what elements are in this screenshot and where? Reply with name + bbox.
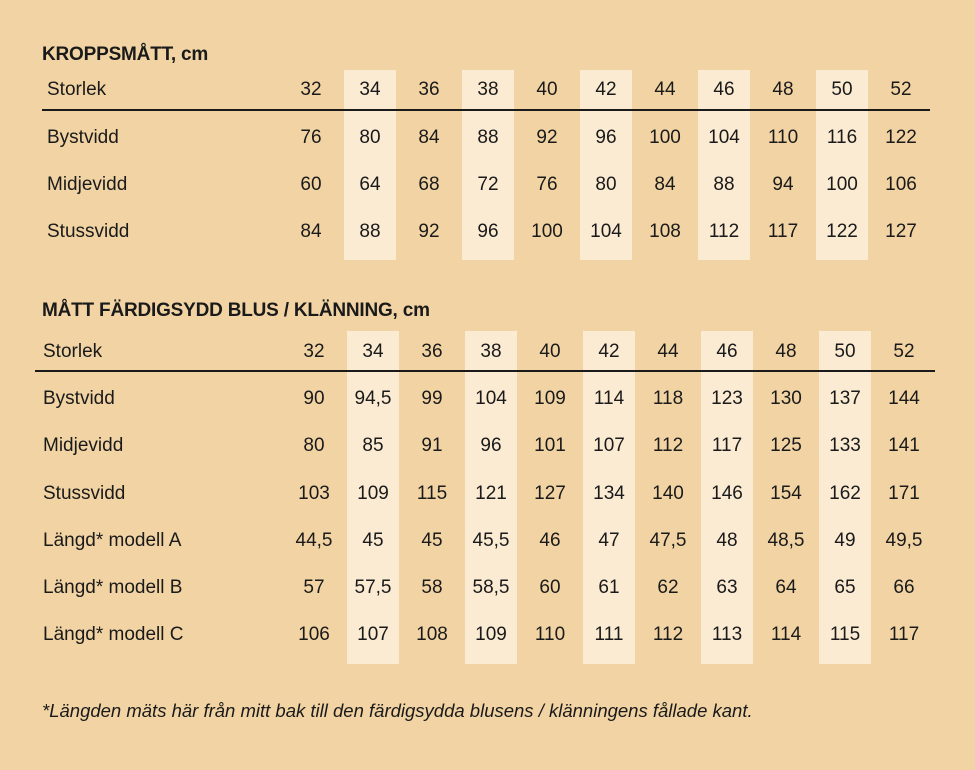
measurement-value: 109: [534, 388, 566, 409]
measurement-value: 101: [534, 435, 566, 456]
measurement-value: 146: [711, 483, 743, 504]
measurement-value: 92: [536, 127, 558, 148]
measurement-value: 154: [770, 483, 802, 504]
size-header: 48: [772, 79, 794, 100]
size-header: 50: [834, 341, 856, 362]
measurement-value: 91: [421, 435, 443, 456]
header-label: Storlek: [43, 341, 103, 362]
measurement-value: 99: [421, 388, 443, 409]
measurement-value: 48: [716, 530, 738, 551]
measurement-value: 60: [539, 577, 561, 598]
size-header: 36: [421, 341, 443, 362]
measurement-value: 44,5: [295, 530, 333, 551]
table-row: [0, 568, 975, 608]
measurement-value: 66: [893, 577, 915, 598]
measurement-value: 96: [595, 127, 617, 148]
measurement-value: 115: [829, 624, 861, 645]
size-header: 38: [477, 79, 499, 100]
measurement-value: 127: [885, 221, 917, 242]
measurement-value: 80: [359, 127, 381, 148]
table-row: [0, 118, 975, 158]
table-row: [0, 165, 975, 205]
measurement-value: 45: [362, 530, 384, 551]
measurement-value: 94,5: [354, 388, 392, 409]
measurement-value: 122: [826, 221, 858, 242]
measurement-value: 96: [477, 221, 499, 242]
size-header: 38: [480, 341, 502, 362]
measurement-value: 80: [303, 435, 325, 456]
header-label: Storlek: [47, 79, 107, 100]
row-label: Längd* modell C: [43, 624, 184, 645]
size-header: 52: [893, 341, 915, 362]
measurement-value: 110: [534, 624, 566, 645]
measurement-value: 123: [711, 388, 743, 409]
table-row: [0, 212, 975, 252]
measurement-value: 49,5: [885, 530, 923, 551]
measurement-value: 47,5: [649, 530, 687, 551]
table-row: [0, 426, 975, 466]
measurement-value: 76: [300, 127, 322, 148]
measurement-value: 115: [416, 483, 448, 504]
header-divider: [35, 370, 935, 372]
measurement-value: 137: [829, 388, 861, 409]
measurement-value: 108: [416, 624, 448, 645]
size-header: 34: [362, 341, 384, 362]
measurement-value: 108: [649, 221, 681, 242]
size-header: 50: [831, 79, 853, 100]
measurement-value: 141: [888, 435, 920, 456]
size-header: 36: [418, 79, 440, 100]
measurement-value: 58,5: [472, 577, 510, 598]
measurement-value: 133: [829, 435, 861, 456]
measurement-value: 107: [357, 624, 389, 645]
measurement-value: 103: [298, 483, 330, 504]
measurement-value: 85: [362, 435, 384, 456]
measurement-value: 76: [536, 174, 558, 195]
measurement-value: 48,5: [767, 530, 805, 551]
table-row: [0, 379, 975, 419]
measurement-value: 46: [539, 530, 561, 551]
measurement-value: 162: [829, 483, 861, 504]
measurement-value: 113: [711, 624, 743, 645]
measurement-value: 144: [888, 388, 920, 409]
measurement-value: 65: [834, 577, 856, 598]
row-label: Midjevidd: [47, 174, 128, 195]
measurement-value: 84: [654, 174, 676, 195]
header-row: [0, 332, 975, 372]
measurement-value: 72: [477, 174, 499, 195]
measurement-value: 64: [775, 577, 797, 598]
measurement-value: 68: [418, 174, 440, 195]
measurement-value: 171: [888, 483, 920, 504]
table-row: [0, 474, 975, 514]
table-title: KROPPSMÅTT, cm: [42, 44, 209, 65]
measurement-value: 122: [885, 127, 917, 148]
size-header: 34: [359, 79, 381, 100]
measurement-value: 58: [421, 577, 443, 598]
measurement-value: 104: [590, 221, 622, 242]
measurement-value: 60: [300, 174, 322, 195]
size-header: 52: [890, 79, 912, 100]
row-label: Stussvidd: [47, 221, 130, 242]
size-header: 40: [539, 341, 561, 362]
row-label: Bystvidd: [47, 127, 119, 148]
measurement-value: 117: [711, 435, 743, 456]
table-row: [0, 615, 975, 655]
measurement-value: 84: [300, 221, 322, 242]
measurement-value: 94: [772, 174, 794, 195]
measurement-value: 117: [888, 624, 920, 645]
measurement-value: 104: [708, 127, 740, 148]
row-label: Längd* modell B: [43, 577, 183, 598]
measurement-value: 134: [593, 483, 625, 504]
table-title: MÅTT FÄRDIGSYDD BLUS / KLÄNNING, cm: [42, 300, 430, 321]
measurement-value: 100: [649, 127, 681, 148]
size-header: 42: [598, 341, 620, 362]
measurement-value: 117: [767, 221, 799, 242]
size-header: 44: [657, 341, 679, 362]
measurement-value: 61: [598, 577, 620, 598]
size-header: 48: [775, 341, 797, 362]
measurement-value: 112: [652, 435, 684, 456]
row-label: Längd* modell A: [43, 530, 182, 551]
measurement-value: 57: [303, 577, 325, 598]
measurement-value: 64: [359, 174, 381, 195]
measurement-value: 127: [534, 483, 566, 504]
footnote: *Längden mäts här från mitt bak till den färdigsydda blusens / klänningens fållade kant.: [42, 700, 753, 721]
measurement-value: 92: [418, 221, 440, 242]
measurement-value: 118: [652, 388, 684, 409]
measurement-value: 112: [708, 221, 740, 242]
row-label: Stussvidd: [43, 483, 126, 504]
measurement-value: 100: [531, 221, 563, 242]
size-header: 46: [713, 79, 735, 100]
measurement-value: 88: [359, 221, 381, 242]
row-label: Midjevidd: [43, 435, 124, 456]
size-header: 32: [303, 341, 325, 362]
measurement-value: 107: [593, 435, 625, 456]
measurement-value: 88: [477, 127, 499, 148]
measurement-value: 57,5: [354, 577, 392, 598]
measurement-value: 104: [475, 388, 507, 409]
measurement-value: 90: [303, 388, 325, 409]
measurement-value: 63: [716, 577, 738, 598]
measurement-value: 112: [652, 624, 684, 645]
measurement-value: 116: [826, 127, 858, 148]
measurement-value: 47: [598, 530, 620, 551]
table-row: [0, 521, 975, 561]
measurement-value: 106: [298, 624, 330, 645]
row-label: Bystvidd: [43, 388, 115, 409]
size-header: 40: [536, 79, 558, 100]
measurement-value: 45: [421, 530, 443, 551]
measurement-value: 110: [767, 127, 799, 148]
measurement-value: 111: [594, 624, 624, 645]
size-header: 44: [654, 79, 676, 100]
measurement-value: 88: [713, 174, 735, 195]
measurement-value: 109: [475, 624, 507, 645]
measurement-value: 114: [770, 624, 802, 645]
measurement-value: 114: [593, 388, 625, 409]
measurement-value: 80: [595, 174, 617, 195]
measurement-value: 140: [652, 483, 684, 504]
header-row: [0, 70, 975, 110]
header-divider: [42, 109, 930, 111]
size-header: 32: [300, 79, 322, 100]
measurement-value: 100: [826, 174, 858, 195]
measurement-value: 84: [418, 127, 440, 148]
measurement-value: 96: [480, 435, 502, 456]
measurement-value: 49: [834, 530, 856, 551]
measurement-value: 125: [770, 435, 802, 456]
measurement-value: 130: [770, 388, 802, 409]
measurement-value: 109: [357, 483, 389, 504]
size-header: 42: [595, 79, 617, 100]
measurement-value: 121: [475, 483, 507, 504]
measurement-value: 62: [657, 577, 679, 598]
measurement-value: 106: [885, 174, 917, 195]
measurement-value: 45,5: [472, 530, 510, 551]
size-header: 46: [716, 341, 738, 362]
